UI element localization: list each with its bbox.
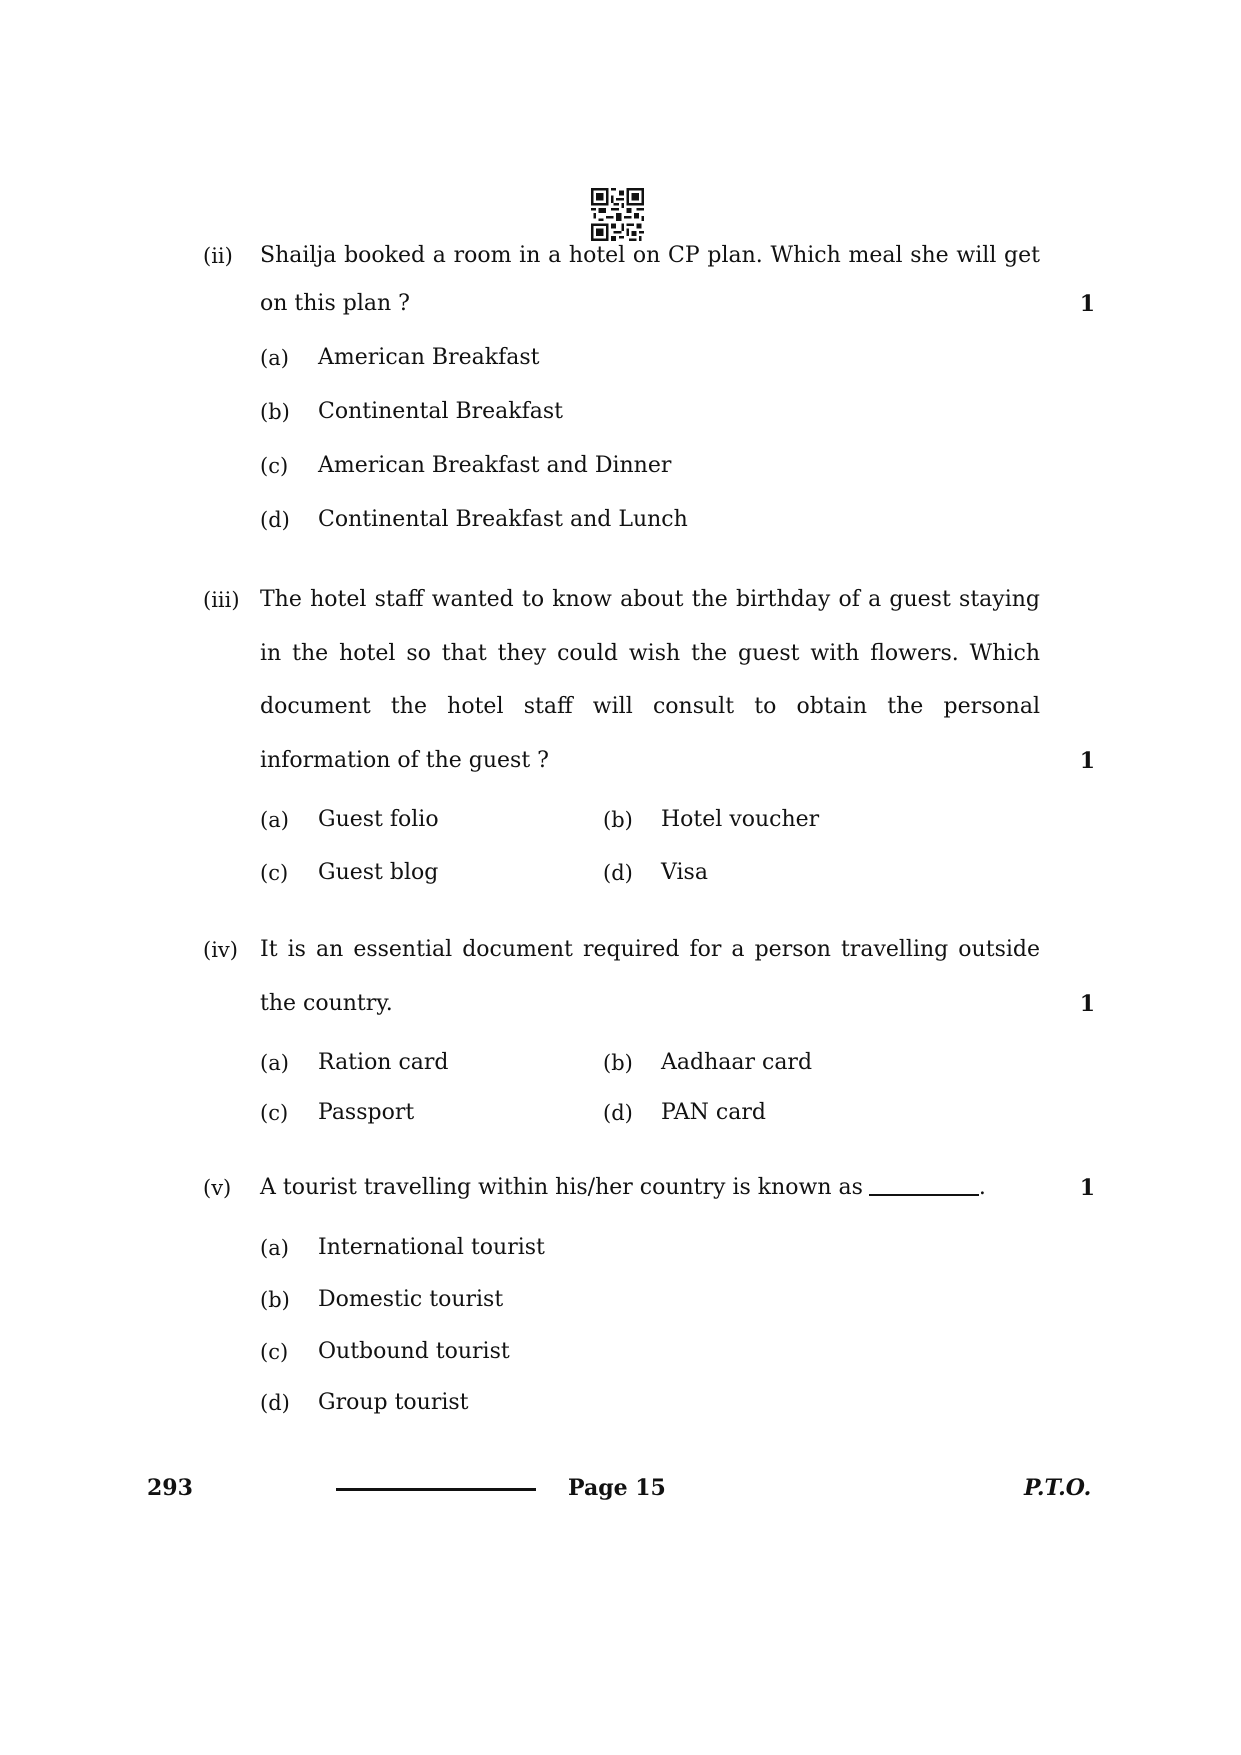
option-label: (b) [260, 400, 290, 424]
option-text: American Breakfast [318, 345, 540, 370]
marks: 1 [1079, 291, 1095, 317]
option-label: (a) [260, 1051, 289, 1075]
option-label: (d) [603, 1101, 633, 1125]
qr-code [591, 188, 644, 241]
marks: 1 [1079, 748, 1095, 774]
marks: 1 [1079, 991, 1095, 1017]
option-label: (d) [260, 508, 290, 532]
question-text-line: on this plan ? [260, 291, 410, 316]
option-label: (b) [260, 1288, 290, 1312]
question-text-line: It is an essential document required for a person travelling outside [260, 937, 1040, 962]
question-number: (iv) [203, 938, 238, 962]
option-text: PAN card [661, 1100, 766, 1125]
question-text: A tourist travelling within his/her country is known as [260, 1175, 863, 1200]
question-text-line: the country. [260, 991, 393, 1016]
option-label: (a) [260, 808, 289, 832]
question-number: (v) [203, 1176, 232, 1200]
marks: 1 [1079, 1175, 1095, 1201]
option-text: Hotel voucher [661, 807, 820, 832]
pto-note: P.T.O. [1024, 1475, 1092, 1501]
paper-code: 293 [147, 1475, 193, 1501]
option-text: Continental Breakfast [318, 399, 564, 424]
option-label: (c) [260, 1340, 289, 1364]
option-text: American Breakfast and Dinner [318, 453, 672, 478]
option-text: Guest blog [318, 860, 439, 885]
option-label: (d) [603, 861, 633, 885]
fill-in-blank [869, 1194, 979, 1196]
option-text: International tourist [318, 1235, 545, 1260]
option-text: Visa [661, 860, 708, 885]
option-label: (c) [260, 861, 289, 885]
option-text: Guest folio [318, 807, 439, 832]
option-text: Continental Breakfast and Lunch [318, 507, 688, 532]
option-text: Group tourist [318, 1390, 469, 1415]
option-label: (a) [260, 346, 289, 370]
question-number: (iii) [203, 588, 240, 612]
option-text: Ration card [318, 1050, 449, 1075]
question-text-line: document the hotel staff will consult to obtain the personal [260, 694, 1040, 719]
option-label: (b) [603, 1051, 633, 1075]
question-text-line: information of the guest ? [260, 748, 549, 773]
footer-divider [336, 1488, 536, 1491]
option-text: Domestic tourist [318, 1287, 504, 1312]
question-end-punct: . [978, 1175, 986, 1200]
question-text-line: Shailja booked a room in a hotel on CP plan. Which meal she will get [260, 243, 1040, 268]
question-text-line [260, 1175, 986, 1200]
question-text-line: The hotel staff wanted to know about the birthday of a guest staying [260, 587, 1040, 612]
option-label: (c) [260, 1101, 289, 1125]
option-text: Passport [318, 1100, 415, 1125]
option-text: Outbound tourist [318, 1339, 510, 1364]
option-label: (c) [260, 454, 289, 478]
option-label: (b) [603, 808, 633, 832]
option-label: (d) [260, 1391, 290, 1415]
question-number: (ii) [203, 244, 233, 268]
question-text-line: in the hotel so that they could wish the guest with flowers. Which [260, 641, 1040, 666]
page-number: Page 15 [568, 1475, 666, 1501]
option-text: Aadhaar card [661, 1050, 813, 1075]
option-label: (a) [260, 1236, 289, 1260]
